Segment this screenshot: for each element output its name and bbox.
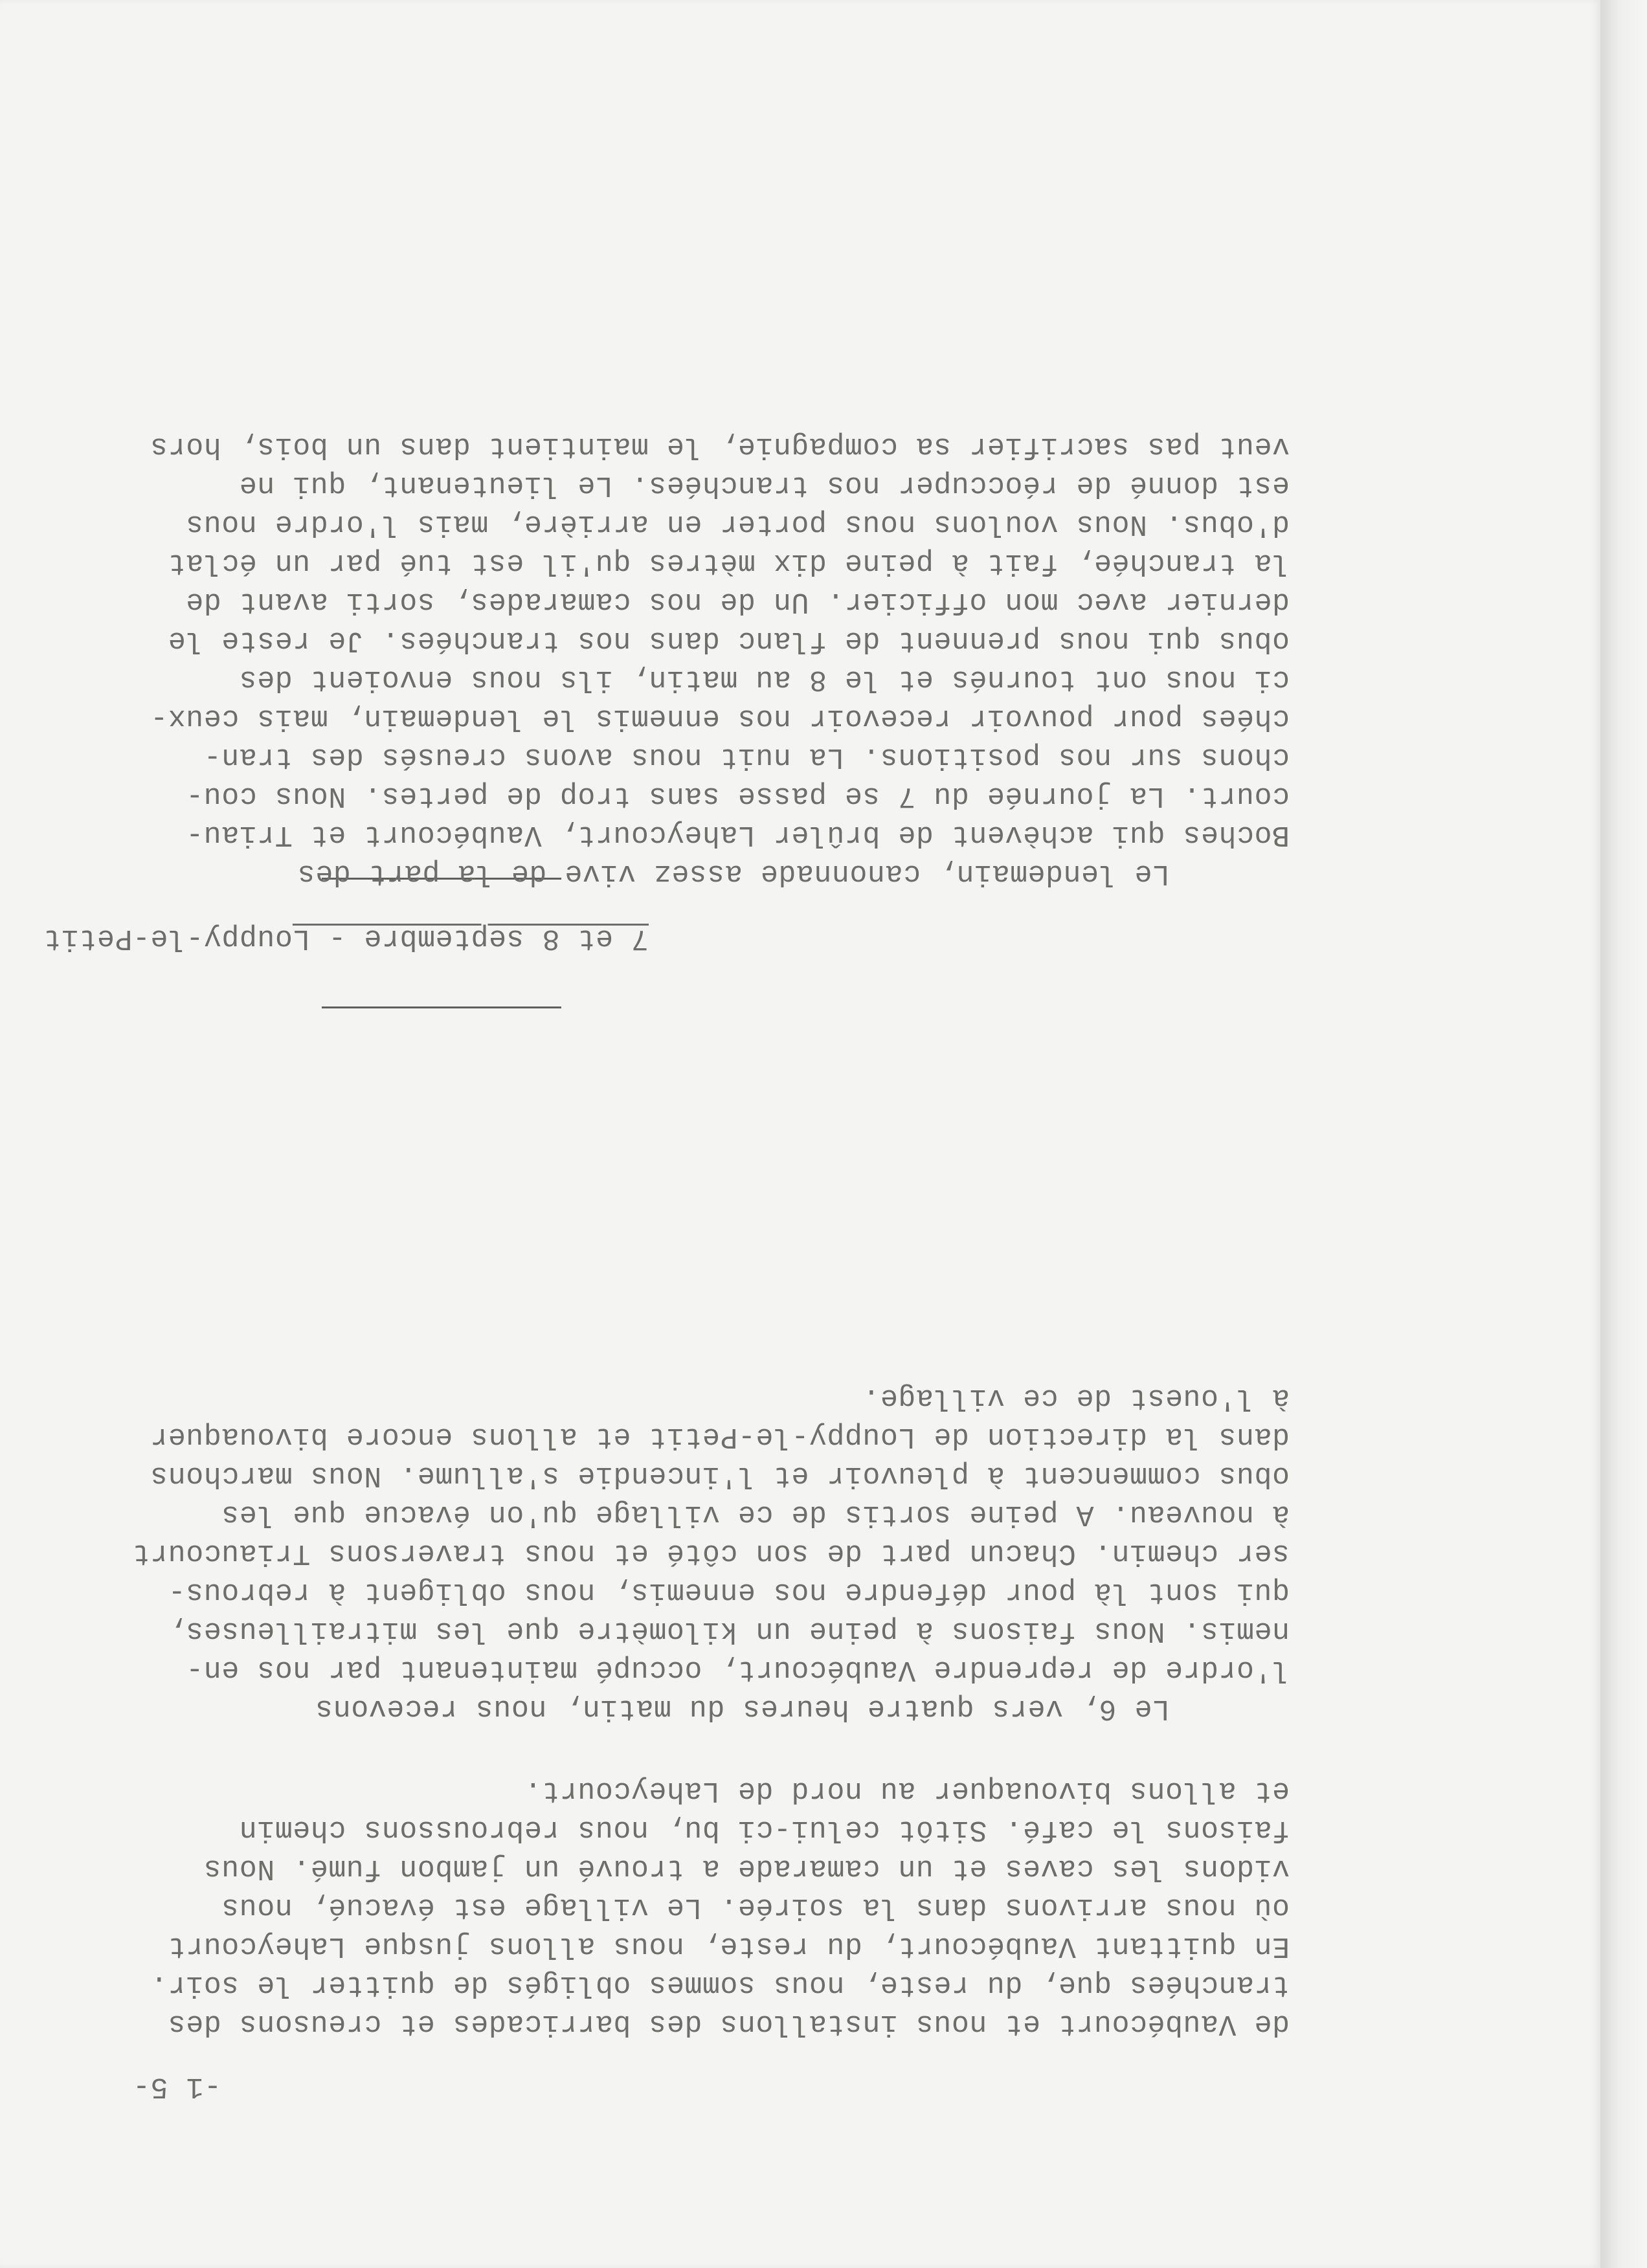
text-line: de Vaubécourt et nous installons des barricades et creusons des: [168, 2007, 1290, 2040]
section-rule-top: [322, 1006, 561, 1008]
text-line: à l'ouest de ce village.: [862, 1381, 1290, 1414]
text-line: Boches qui achèvent de brûler Laheycourt, Vaubécourt et Triau-: [185, 818, 1290, 851]
heading-underlined-part: 7 et 8 septembre - L: [292, 922, 649, 955]
text-line: dernier avec mon officier. Un de nos camarades, sorti avant de: [185, 585, 1290, 618]
text-line: obus qui nous prennent de flanc dans nos tranchées. Je reste le: [168, 624, 1290, 657]
text-line: d'obus. Nous voulons nous porter en arrière, mais l'ordre nous: [185, 507, 1290, 540]
text-line: ci nous ont tournés et le 8 au matin, ils nous envoient des: [239, 663, 1290, 696]
text-line: En quittant Vaubécourt, du reste, nous allons jusque Laheycourt: [168, 1929, 1290, 1962]
text-line: dans la direction de Louppy-le-Petit et allons encore bivouaquer: [150, 1420, 1290, 1453]
text-line: et allons bivouaquer au nord de Laheycourt.: [524, 1774, 1290, 1807]
page-number: -1 5-: [132, 2070, 221, 2103]
text-line: l'ordre de reprendre Vaubécourt, occupé maintenant par nos en-: [185, 1653, 1290, 1686]
paragraph-2: [21, 1378, 1290, 1728]
text-line: vidons les caves et un camarade a trouvé un jambon fumé. Nous: [203, 1852, 1290, 1885]
text-line: faisons le café. Sitôt celui-ci bu, nous rebroussons chemin: [239, 1813, 1290, 1846]
text-line: court. La journée du 7 se passe sans trop de pertes. Nous cou-: [185, 779, 1290, 812]
paper-edge: [1600, 0, 1647, 2268]
text-line: obus commencent à pleuvoir et l'incendie s'allume. Nous marchons: [150, 1459, 1290, 1492]
paragraph-3: [21, 427, 1290, 893]
text-line: à nouveau. A peine sortis de ce village qu'on évacue que les: [221, 1498, 1290, 1531]
text-line: veut pas sacrifier sa compagnie, le maintient dans un bois, hors: [150, 430, 1290, 463]
text-line: qui sont là pour défendre nos ennemis, nous obligent à rebrous-: [168, 1575, 1290, 1608]
text-line: chons sur nos positions. La nuit nous avons creusés des tran-: [203, 740, 1290, 773]
text-line: est donné de réoccuper nos tranchées. Le lieutenant, qui ne: [239, 469, 1290, 502]
text-line: Le lendemain, canonnade assez vive de la part des: [297, 857, 1170, 890]
text-line: tranchées que, du reste, nous sommes obligés de quitter le soir.: [150, 1968, 1290, 2001]
heading-rest: ouppy-le-Petit: [43, 922, 293, 955]
section-heading: [43, 918, 649, 957]
paragraph-1: [21, 1771, 1290, 2043]
text-line: la tranchée, fait à peine dix mètres qu'il est tué par un éclat: [168, 546, 1290, 579]
text-line: Le 6, vers quatre heures du matin, nous recevons: [315, 1692, 1170, 1725]
text-line: nemis. Nous faisons à peine un kilomètre que les mitrailleuses,: [168, 1614, 1290, 1647]
text-line: où nous arrivons dans la soirée. Le village est évacué, nous: [221, 1891, 1290, 1924]
text-line: chées pour pouvoir recevoir nos ennemis le lendemain, mais ceux-: [150, 702, 1290, 735]
text-line: ser chemin. Chacun part de son côté et nous traversons Triaucourt: [132, 1537, 1290, 1570]
